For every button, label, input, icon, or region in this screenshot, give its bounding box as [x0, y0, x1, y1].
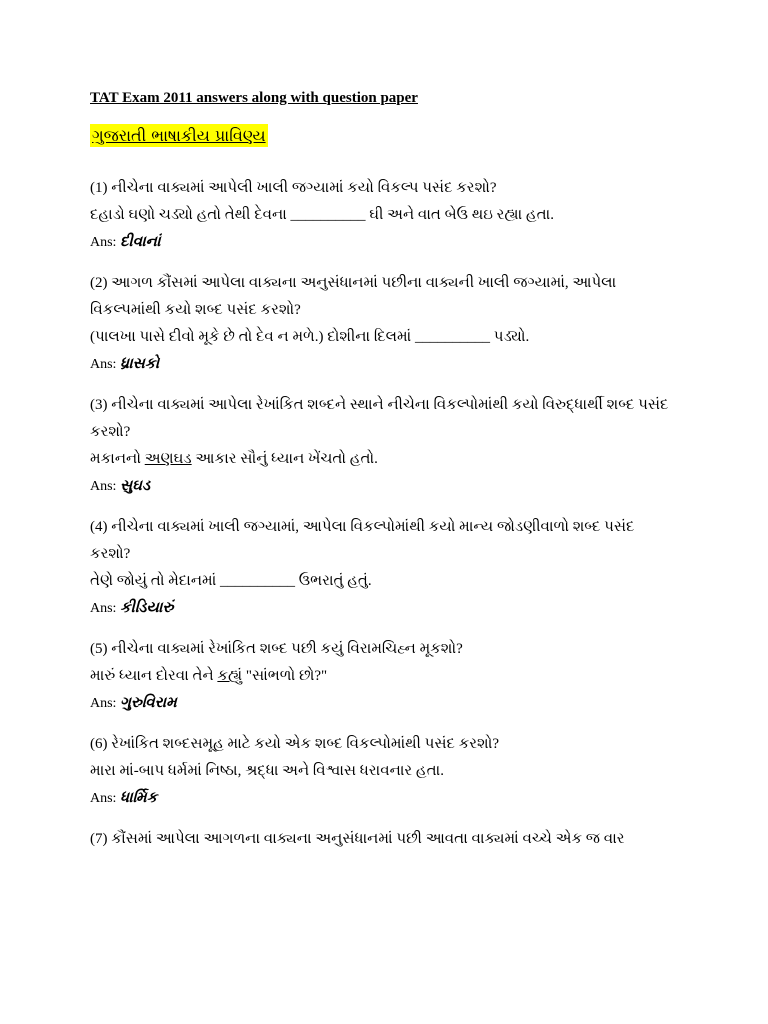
- question-block: [90, 175, 690, 256]
- question-prompt: કૌંસમાં આપેલા આગળના વાક્યના અનુસંધાનમાં પછી આવતા વાક્યમાં વચ્ચે એક જ વાર: [107, 831, 625, 847]
- question-prompt-line: [90, 731, 690, 758]
- question-block: [90, 636, 690, 717]
- underlined-word: અણઘડ: [144, 451, 192, 467]
- question-prompt: નીચેના વાક્યમાં આપેલી ખાલી જગ્યામાં કયો વિકલ્પ પસંદ કરશો?: [107, 180, 497, 196]
- text-segment: કરશો?: [90, 546, 131, 562]
- question-text-line: [90, 324, 690, 351]
- question-text-line: [90, 446, 690, 473]
- question-prompt-line: [90, 636, 690, 663]
- question-prompt: નીચેના વાક્યમાં ખાલી જગ્યામાં, આપેલા વિકલ્પોમાંથી કયો માન્ય જોડણીવાળો શબ્દ પસંદ: [107, 519, 635, 535]
- question-block: [90, 731, 690, 812]
- question-list: [90, 175, 690, 853]
- question-number: (7): [90, 831, 108, 847]
- question-prompt: આગળ કૌંસમાં આપેલા વાક્યના અનુસંધાનમાં પછીના વાક્યની ખાલી જગ્યામાં, આપેલા: [107, 275, 617, 291]
- text-segment: વિકલ્પમાંથી કયો શબ્દ પસંદ કરશો?: [90, 302, 301, 318]
- answer-value: દીવાનાં: [119, 234, 161, 250]
- text-segment: મારા માં-બાપ ધર્મમાં નિષ્ઠા, શ્રદ્ધા અને વિશ્વાસ ધરાવનાર હતા.: [90, 763, 444, 779]
- question-number: (6): [90, 736, 108, 752]
- question-prompt-line: [90, 392, 690, 419]
- text-segment: મારું ધ્યાન દોરવા તેને: [90, 668, 218, 684]
- answer-value: ગુરુવિરામ: [119, 695, 177, 711]
- answer-label: Ans:: [90, 791, 120, 806]
- answer-line: [90, 351, 690, 378]
- section-heading-wrap: [90, 124, 690, 149]
- document-page: [90, 88, 690, 867]
- answer-label: Ans:: [90, 357, 120, 372]
- answer-line: [90, 595, 690, 622]
- question-block: [90, 392, 690, 500]
- underlined-word: કહ્યું: [217, 668, 243, 684]
- question-prompt-line: [90, 270, 690, 297]
- question-prompt-line: [90, 826, 690, 853]
- document-title: TAT Exam 2011 answers along with question paper: [90, 90, 418, 106]
- question-text-line: [90, 663, 690, 690]
- question-number: (5): [90, 641, 108, 657]
- text-segment: "સાંભળો છો?": [242, 668, 328, 684]
- answer-label: Ans:: [90, 479, 120, 494]
- answer-line: [90, 690, 690, 717]
- question-number: (1): [90, 180, 108, 196]
- answer-label: Ans:: [90, 696, 120, 711]
- question-prompt-line: [90, 175, 690, 202]
- section-heading: ગુજરાતી ભાષાકીય પ્રાવિણ્ય: [92, 126, 266, 145]
- answer-value: સુઘડ: [119, 478, 151, 494]
- question-number: (2): [90, 275, 108, 291]
- question-block: [90, 514, 690, 622]
- question-prompt: નીચેના વાક્યમાં રેખાંકિત શબ્દ પછી કયું વિરામચિહ્ન મૂકશો?: [107, 641, 463, 657]
- question-prompt: રેખાંકિત શબ્દસમૂહ માટે કયો એક શબ્દ વિકલ્પોમાંથી પસંદ કરશો?: [107, 736, 500, 752]
- text-segment: તેણે જોયું તો મેદાનમાં __________ ઉભરાતું હતું.: [90, 573, 372, 589]
- answer-value: કીડિયારું: [119, 600, 174, 616]
- question-text-line: [90, 541, 690, 568]
- answer-line: [90, 785, 690, 812]
- answer-value: ધાર્મિક: [119, 790, 158, 806]
- text-segment: મકાનનો: [90, 451, 145, 467]
- answer-line: [90, 229, 690, 256]
- answer-value: ધ્રાસકો: [119, 356, 160, 372]
- question-text-line: [90, 202, 690, 229]
- question-text-line: [90, 419, 690, 446]
- question-prompt-line: [90, 514, 690, 541]
- text-segment: દહાડો ઘણો ચડ્યો હતો તેથી દેવના __________ ઘી અને વાત બેઉ થઇ રહ્યા હતા.: [90, 207, 554, 223]
- question-text-line: [90, 297, 690, 324]
- text-segment: આકાર સૌનું ધ્યાન ખેંચતો હતો.: [191, 451, 378, 467]
- question-block: [90, 826, 690, 853]
- answer-label: Ans:: [90, 235, 120, 250]
- question-block: [90, 270, 690, 378]
- question-prompt: નીચેના વાક્યમાં આપેલા રેખાંકિત શબ્દને સ્થાને નીચેના વિકલ્પોમાંથી કયો વિરુદ્ધાર્થી શબ્દ પસંદ: [107, 397, 669, 413]
- answer-label: Ans:: [90, 601, 120, 616]
- question-number: (3): [90, 397, 108, 413]
- answer-line: [90, 473, 690, 500]
- question-text-line: [90, 568, 690, 595]
- question-text-line: [90, 758, 690, 785]
- question-number: (4): [90, 519, 108, 535]
- text-segment: (પાલખા પાસે દીવો મૂકે છે તો દેવ ન મળે.) દોશીના દિલમાં __________ પડ્યો.: [90, 329, 530, 345]
- text-segment: કરશો?: [90, 424, 131, 440]
